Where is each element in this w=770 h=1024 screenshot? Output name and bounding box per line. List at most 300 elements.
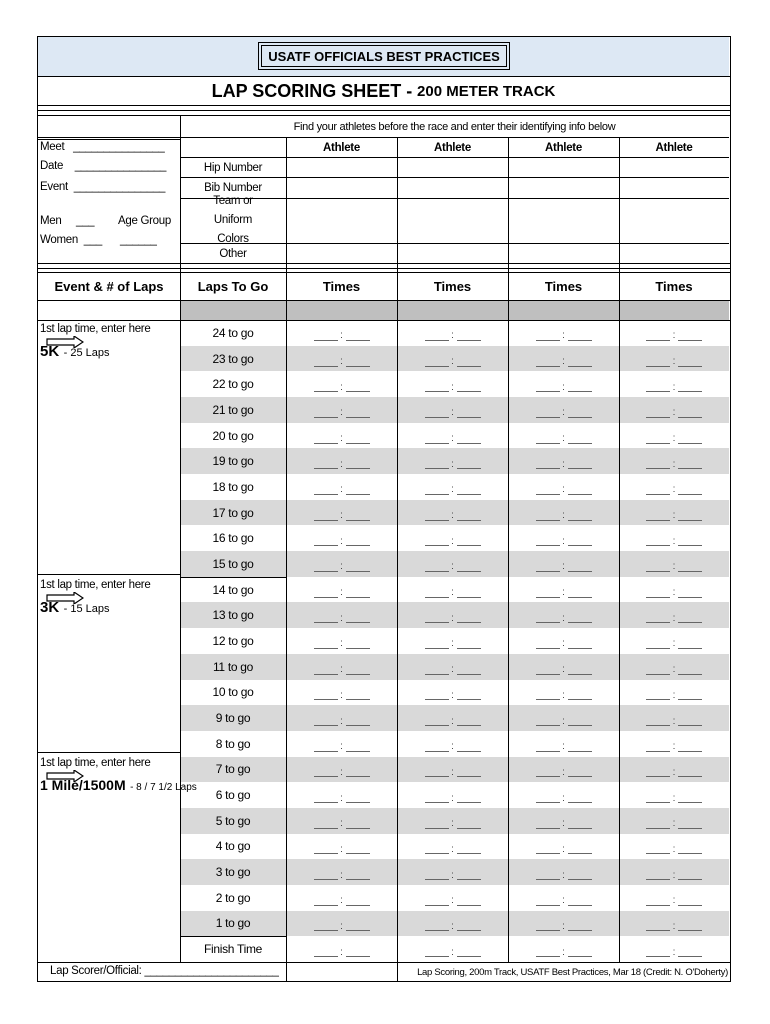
time-separator: : (340, 792, 343, 804)
time-separator: : (672, 869, 676, 881)
time-entry-field[interactable] (397, 448, 508, 474)
seconds-blank (457, 896, 481, 906)
minutes-blank (536, 716, 560, 726)
time-entry-field[interactable] (619, 628, 729, 654)
time-entry-field[interactable] (397, 346, 508, 372)
time-entry-field[interactable] (508, 500, 619, 526)
minutes-blank (425, 408, 449, 418)
time-entry-field[interactable] (508, 320, 619, 346)
seconds-blank (678, 870, 702, 880)
minutes-blank (425, 767, 449, 777)
time-entry-field[interactable] (397, 500, 508, 526)
time-entry-field[interactable] (508, 525, 619, 551)
time-entry-field[interactable] (286, 602, 397, 628)
time-entry-field[interactable] (286, 371, 397, 397)
seconds-blank (457, 767, 481, 777)
seconds-blank (346, 767, 370, 777)
time-entry-field[interactable] (397, 628, 508, 654)
time-entry-field[interactable] (508, 371, 619, 397)
minutes-blank (425, 562, 449, 572)
minutes-blank (646, 742, 670, 752)
minutes-blank (646, 511, 670, 521)
time-separator: : (672, 818, 676, 830)
time-separator: : (451, 946, 454, 958)
time-entry-field[interactable] (397, 705, 508, 731)
time-entry-field[interactable] (619, 551, 729, 577)
time-entry-field[interactable] (286, 423, 397, 449)
time-entry-field[interactable] (286, 885, 397, 911)
laps-to-go-label: 20 to go (212, 428, 254, 443)
time-separator: : (451, 715, 454, 727)
time-entry-field[interactable] (286, 397, 397, 423)
seconds-blank (678, 459, 702, 469)
time-entry-field[interactable] (286, 757, 397, 783)
spacer-band (180, 301, 729, 320)
minutes-blank (425, 665, 449, 675)
seconds-blank (568, 357, 592, 367)
time-entry-field[interactable] (397, 782, 508, 808)
seconds-blank (457, 382, 481, 392)
time-entry-field[interactable] (619, 602, 729, 628)
time-entry-field[interactable] (286, 346, 397, 372)
laps-to-go-label: 7 to go (215, 762, 251, 777)
seconds-blank (457, 331, 481, 341)
time-entry-field[interactable] (286, 859, 397, 885)
event-field[interactable]: Event _______________ (40, 181, 166, 193)
minutes-blank (314, 459, 338, 469)
time-entry-field[interactable] (619, 885, 729, 911)
seconds-blank (678, 536, 702, 546)
athlete-header-4: Athlete (655, 141, 693, 154)
minutes-blank (646, 382, 670, 392)
minutes-blank (536, 536, 560, 546)
time-separator: : (340, 612, 343, 624)
time-entry-field[interactable] (508, 936, 619, 962)
laps-to-go-label: 10 to go (212, 685, 254, 700)
time-separator: : (451, 484, 454, 496)
time-entry-field[interactable] (619, 731, 729, 757)
event-5k-label: 5K - 25 Laps (40, 343, 110, 360)
time-entry-field[interactable] (397, 602, 508, 628)
laps-to-go-label: 2 to go (215, 890, 251, 905)
minutes-blank (536, 485, 560, 495)
time-entry-field[interactable] (286, 705, 397, 731)
time-entry-field[interactable] (397, 911, 508, 937)
time-entry-field[interactable] (619, 474, 729, 500)
minutes-blank (314, 690, 338, 700)
minutes-blank (536, 767, 560, 777)
time-separator: : (562, 766, 565, 778)
time-entry-field[interactable] (286, 808, 397, 834)
seconds-blank (568, 613, 592, 623)
minutes-blank (646, 357, 670, 367)
time-separator: : (672, 330, 676, 342)
minutes-blank (314, 870, 338, 880)
time-entry-field[interactable] (619, 371, 729, 397)
time-entry-field[interactable] (286, 551, 397, 577)
time-separator: : (672, 458, 676, 470)
minutes-blank (425, 819, 449, 829)
minutes-blank (646, 665, 670, 675)
first-lap-mile: 1st lap time, enter here (40, 757, 180, 773)
minutes-blank (425, 639, 449, 649)
minutes-blank (314, 357, 338, 367)
time-entry-field[interactable] (508, 885, 619, 911)
laps-to-go-label: 4 to go (215, 839, 251, 854)
time-entry-field[interactable] (619, 680, 729, 706)
laps-to-go-label: 13 to go (212, 608, 254, 623)
time-separator: : (340, 895, 343, 907)
minutes-blank (646, 947, 670, 957)
time-entry-field[interactable] (619, 577, 729, 603)
time-separator: : (562, 818, 565, 830)
time-separator: : (562, 946, 565, 958)
minutes-blank (536, 382, 560, 392)
time-entry-field[interactable] (508, 731, 619, 757)
time-entry-field[interactable] (397, 397, 508, 423)
time-entry-field[interactable] (286, 448, 397, 474)
laps-to-go-label: Finish Time (203, 942, 263, 957)
time-separator: : (562, 407, 565, 419)
seconds-blank (346, 742, 370, 752)
seconds-blank (457, 639, 481, 649)
time-entry-field[interactable] (508, 448, 619, 474)
time-separator: : (340, 484, 343, 496)
time-separator: : (451, 561, 454, 573)
time-separator: : (340, 510, 343, 522)
lap-scorer-field[interactable]: Lap Scorer/Official: ______________________ (50, 965, 279, 977)
time-separator: : (672, 895, 676, 907)
minutes-blank (314, 331, 338, 341)
time-entry-field[interactable] (397, 731, 508, 757)
time-entry-field[interactable] (508, 577, 619, 603)
time-entry-field[interactable] (508, 859, 619, 885)
time-entry-field[interactable] (397, 320, 508, 346)
seconds-blank (457, 690, 481, 700)
time-entry-field[interactable] (397, 936, 508, 962)
time-entry-field[interactable] (286, 500, 397, 526)
meet-field[interactable]: Meet _______________ (40, 141, 165, 153)
time-entry-field[interactable] (286, 525, 397, 551)
seconds-blank (568, 690, 592, 700)
time-separator: : (451, 407, 454, 419)
time-entry-field[interactable] (508, 346, 619, 372)
time-entry-field[interactable] (397, 834, 508, 860)
seconds-blank (678, 331, 702, 341)
time-entry-field[interactable] (508, 782, 619, 808)
seconds-blank (678, 947, 702, 957)
time-entry-field[interactable] (397, 859, 508, 885)
seconds-blank (568, 536, 592, 546)
minutes-blank (314, 536, 338, 546)
time-separator: : (340, 535, 343, 547)
minutes-blank (314, 947, 338, 957)
time-entry-field[interactable] (619, 936, 729, 962)
time-entry-field[interactable] (397, 885, 508, 911)
time-separator: : (672, 843, 676, 855)
seconds-blank (346, 613, 370, 623)
seconds-blank (568, 562, 592, 572)
time-entry-field[interactable] (508, 911, 619, 937)
minutes-blank (425, 716, 449, 726)
time-entry-field[interactable] (619, 757, 729, 783)
time-separator: : (340, 433, 343, 445)
seconds-blank (678, 793, 702, 803)
minutes-blank (536, 665, 560, 675)
time-entry-field[interactable] (619, 448, 729, 474)
laps-grid (38, 320, 729, 962)
time-separator: : (562, 535, 565, 547)
minutes-blank (646, 793, 670, 803)
time-entry-field[interactable] (508, 680, 619, 706)
time-entry-field[interactable] (397, 680, 508, 706)
time-entry-field[interactable] (397, 371, 508, 397)
time-entry-field[interactable] (508, 654, 619, 680)
time-separator: : (451, 587, 454, 599)
minutes-blank (425, 896, 449, 906)
time-entry-field[interactable] (286, 320, 397, 346)
time-entry-field[interactable] (619, 705, 729, 731)
seconds-blank (457, 459, 481, 469)
age-group-label: Age Group (118, 215, 171, 227)
seconds-blank (346, 716, 370, 726)
time-entry-field[interactable] (397, 577, 508, 603)
men-field[interactable]: Men ___ (40, 215, 95, 227)
seconds-blank (457, 357, 481, 367)
laps-to-go-label: 19 to go (212, 454, 254, 469)
time-entry-field[interactable] (508, 705, 619, 731)
time-entry-field[interactable] (619, 859, 729, 885)
time-separator: : (562, 381, 565, 393)
laps-to-go-label: 3 to go (215, 865, 251, 880)
time-entry-field[interactable] (619, 808, 729, 834)
minutes-blank (314, 793, 338, 803)
seconds-blank (457, 921, 481, 931)
seconds-blank (568, 588, 592, 598)
minutes-blank (646, 870, 670, 880)
minutes-blank (314, 588, 338, 598)
other-label: Other (219, 247, 247, 260)
minutes-blank (314, 665, 338, 675)
minutes-blank (314, 613, 338, 623)
time-entry-field[interactable] (286, 782, 397, 808)
time-entry-field[interactable] (508, 628, 619, 654)
minutes-blank (536, 819, 560, 829)
time-separator: : (562, 869, 565, 881)
minutes-blank (425, 844, 449, 854)
seconds-blank (568, 896, 592, 906)
time-separator: : (672, 946, 676, 958)
time-separator: : (451, 741, 454, 753)
time-entry-field[interactable] (619, 423, 729, 449)
time-entry-field[interactable] (508, 474, 619, 500)
seconds-blank (457, 665, 481, 675)
time-separator: : (672, 587, 676, 599)
minutes-blank (425, 357, 449, 367)
seconds-blank (457, 408, 481, 418)
minutes-blank (314, 511, 338, 521)
time-separator: : (672, 792, 676, 804)
minutes-blank (536, 639, 560, 649)
women-field[interactable]: Women ___ (40, 234, 103, 246)
first-lap-5k: 1st lap time, enter here (40, 323, 180, 339)
col-header-times-2: Times (433, 279, 472, 294)
time-separator: : (340, 638, 343, 650)
minutes-blank (646, 434, 670, 444)
time-entry-field[interactable] (286, 680, 397, 706)
time-separator: : (562, 689, 565, 701)
minutes-blank (536, 870, 560, 880)
minutes-blank (314, 408, 338, 418)
seconds-blank (568, 716, 592, 726)
time-entry-field[interactable] (397, 654, 508, 680)
seconds-blank (346, 639, 370, 649)
age-group-field[interactable]: ______ (120, 234, 157, 246)
minutes-blank (536, 357, 560, 367)
title-main: LAP SCORING SHEET - (211, 80, 413, 101)
time-entry-field[interactable] (508, 808, 619, 834)
time-entry-field[interactable] (397, 808, 508, 834)
seconds-blank (568, 382, 592, 392)
seconds-blank (346, 382, 370, 392)
seconds-blank (346, 485, 370, 495)
seconds-blank (568, 767, 592, 777)
minutes-blank (646, 536, 670, 546)
time-separator: : (562, 715, 565, 727)
seconds-blank (678, 511, 702, 521)
seconds-blank (678, 690, 702, 700)
time-entry-field[interactable] (619, 320, 729, 346)
minutes-blank (425, 331, 449, 341)
time-separator: : (340, 843, 343, 855)
time-entry-field[interactable] (397, 474, 508, 500)
time-entry-field[interactable] (508, 757, 619, 783)
time-separator: : (451, 330, 454, 342)
seconds-blank (457, 588, 481, 598)
seconds-blank (568, 921, 592, 931)
time-entry-field[interactable] (286, 654, 397, 680)
time-entry-field[interactable] (619, 654, 729, 680)
time-separator: : (672, 561, 676, 573)
seconds-blank (346, 870, 370, 880)
time-entry-field[interactable] (397, 551, 508, 577)
time-separator: : (451, 664, 454, 676)
time-separator: : (562, 510, 565, 522)
time-separator: : (562, 356, 565, 367)
time-separator: : (451, 792, 454, 804)
time-separator: : (340, 741, 343, 753)
date-field[interactable]: Date _______________ (40, 160, 167, 172)
time-separator: : (340, 766, 343, 778)
laps-to-go-label: 11 to go (212, 659, 254, 674)
time-entry-field[interactable] (619, 397, 729, 423)
time-separator: : (672, 664, 676, 676)
minutes-blank (646, 588, 670, 598)
time-separator: : (562, 664, 565, 676)
time-entry-field[interactable] (619, 911, 729, 937)
minutes-blank (425, 870, 449, 880)
minutes-blank (425, 511, 449, 521)
minutes-blank (425, 690, 449, 700)
time-separator: : (562, 484, 565, 496)
time-separator: : (340, 689, 343, 701)
minutes-blank (314, 844, 338, 854)
time-entry-field[interactable] (286, 474, 397, 500)
time-entry-field[interactable] (619, 782, 729, 808)
time-entry-field[interactable] (397, 757, 508, 783)
time-separator: : (672, 741, 676, 753)
time-separator: : (340, 818, 343, 830)
time-entry-field[interactable] (508, 551, 619, 577)
time-entry-field[interactable] (286, 936, 397, 962)
time-separator: : (451, 818, 454, 830)
seconds-blank (678, 921, 702, 931)
time-entry-field[interactable] (619, 525, 729, 551)
time-entry-field[interactable] (286, 834, 397, 860)
time-separator: : (672, 356, 676, 367)
title-sub: 200 METER TRACK (417, 82, 556, 100)
time-entry-field[interactable] (619, 346, 729, 372)
seconds-blank (457, 793, 481, 803)
time-entry-field[interactable] (286, 731, 397, 757)
time-entry-field[interactable] (286, 577, 397, 603)
seconds-blank (568, 459, 592, 469)
time-separator: : (672, 766, 676, 778)
bib-number-label: Bib Number (204, 182, 262, 194)
seconds-blank (346, 793, 370, 803)
col-header-times-4: Times (655, 279, 693, 294)
seconds-blank (678, 767, 702, 777)
time-entry-field[interactable] (508, 397, 619, 423)
seconds-blank (457, 844, 481, 854)
page-title (38, 77, 729, 105)
minutes-blank (536, 511, 560, 521)
time-entry-field[interactable] (286, 911, 397, 937)
time-separator: : (562, 895, 565, 907)
minutes-blank (646, 921, 670, 931)
time-separator: : (672, 920, 676, 932)
time-separator: : (562, 330, 565, 342)
time-entry-field[interactable] (286, 628, 397, 654)
seconds-blank (678, 639, 702, 649)
time-entry-field[interactable] (619, 500, 729, 526)
time-entry-field[interactable] (508, 834, 619, 860)
minutes-blank (425, 382, 449, 392)
time-entry-field[interactable] (619, 834, 729, 860)
seconds-blank (457, 716, 481, 726)
time-separator: : (340, 381, 343, 393)
minutes-blank (314, 434, 338, 444)
time-entry-field[interactable] (508, 602, 619, 628)
minutes-blank (425, 947, 449, 957)
minutes-blank (314, 382, 338, 392)
seconds-blank (346, 562, 370, 572)
laps-to-go-label: 23 to go (212, 351, 254, 366)
seconds-blank (568, 331, 592, 341)
seconds-blank (346, 819, 370, 829)
athlete-header-3: Athlete (545, 141, 582, 154)
time-separator: : (340, 715, 343, 727)
time-separator: : (562, 741, 565, 753)
time-entry-field[interactable] (508, 423, 619, 449)
time-entry-field[interactable] (397, 525, 508, 551)
lap-scoring-sheet (37, 36, 731, 982)
minutes-blank (425, 742, 449, 752)
time-entry-field[interactable] (397, 423, 508, 449)
minutes-blank (314, 562, 338, 572)
minutes-blank (536, 896, 560, 906)
laps-to-go-label: 14 to go (212, 582, 254, 597)
